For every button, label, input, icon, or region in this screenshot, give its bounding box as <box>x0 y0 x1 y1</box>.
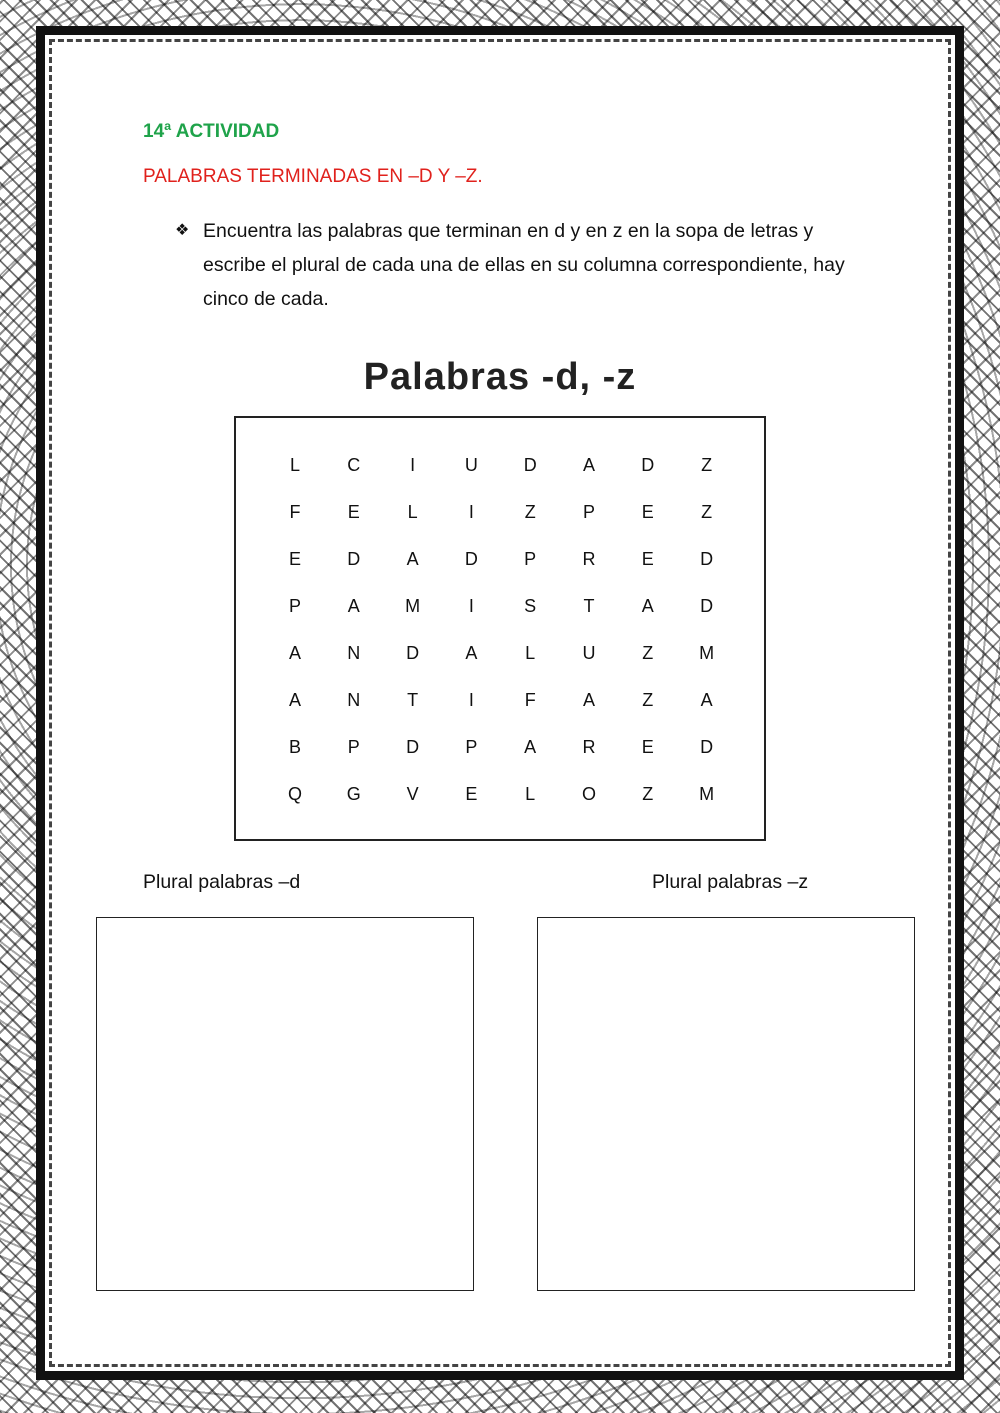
diamond-bullet-icon: ❖ <box>175 222 190 239</box>
grid-letter-r8-c4[interactable]: E <box>465 784 478 804</box>
plural-d-label: Plural palabras –d <box>143 871 301 893</box>
grid-letter-r4-c6[interactable]: T <box>583 596 595 616</box>
grid-letter-r4-c8[interactable]: D <box>700 596 714 616</box>
grid-letter-r5-c3[interactable]: D <box>406 643 420 663</box>
plural-z-answer-box[interactable] <box>537 917 915 1291</box>
grid-letter-r8-c5[interactable]: L <box>525 784 536 804</box>
grid-letter-r5-c8[interactable]: M <box>699 643 715 663</box>
grid-letter-r2-c1[interactable]: F <box>289 502 301 522</box>
activity-subtitle: PALABRAS TERMINADAS EN –D Y –Z. <box>143 166 483 187</box>
grid-letter-r4-c4[interactable]: I <box>468 596 474 616</box>
grid-letter-r3-c4[interactable]: D <box>464 549 478 569</box>
grid-letter-r5-c6[interactable]: U <box>582 643 596 663</box>
grid-letter-r3-c5[interactable]: P <box>524 549 537 569</box>
grid-letter-r1-c3[interactable]: I <box>410 455 416 475</box>
instruction-text: Encuentra las palabras que terminan en d y en z en la sopa de letras y escribe el plural de cada una de ellas en su columna correspondiente, hay cinco de cada. <box>203 220 845 310</box>
grid-letter-r1-c2[interactable]: C <box>347 455 361 475</box>
grid-letter-r5-c4[interactable]: A <box>465 643 478 663</box>
grid-letter-r5-c2[interactable]: N <box>347 643 361 663</box>
grid-letter-r6-c5[interactable]: F <box>524 690 536 710</box>
grid-letter-r4-c2[interactable]: A <box>347 596 360 616</box>
grid-letter-r1-c4[interactable]: U <box>464 455 478 475</box>
grid-letter-r6-c8[interactable]: A <box>700 690 713 710</box>
grid-letter-r1-c6[interactable]: A <box>582 455 595 475</box>
grid-letter-r2-c2[interactable]: E <box>347 502 360 522</box>
grid-letter-r5-c5[interactable]: L <box>525 643 536 663</box>
word-search-grid <box>234 416 766 841</box>
grid-letter-r3-c7[interactable]: E <box>641 549 654 569</box>
grid-letter-r2-c4[interactable]: I <box>468 502 474 522</box>
grid-letter-r8-c8[interactable]: M <box>699 784 715 804</box>
grid-letter-r8-c7[interactable]: Z <box>642 784 654 804</box>
grid-letter-r7-c5[interactable]: A <box>524 737 537 757</box>
plural-d-answer-box[interactable] <box>96 917 474 1291</box>
grid-letter-r6-c1[interactable]: A <box>288 690 301 710</box>
grid-letter-r5-c7[interactable]: Z <box>642 643 654 663</box>
grid-letter-r4-c3[interactable]: M <box>405 596 421 616</box>
grid-letter-r3-c3[interactable]: A <box>406 549 419 569</box>
grid-letter-r6-c6[interactable]: A <box>582 690 595 710</box>
grid-letter-r3-c1[interactable]: E <box>288 549 301 569</box>
grid-letter-r7-c1[interactable]: B <box>288 737 301 757</box>
grid-letter-r8-c1[interactable]: Q <box>287 784 302 804</box>
grid-letter-r7-c4[interactable]: P <box>465 737 478 757</box>
grid-letter-r3-c8[interactable]: D <box>700 549 714 569</box>
grid-letter-r4-c7[interactable]: A <box>641 596 654 616</box>
grid-letter-r2-c7[interactable]: E <box>641 502 654 522</box>
instruction <box>175 214 875 316</box>
grid-letter-r1-c1[interactable]: L <box>289 455 300 475</box>
grid-letter-r1-c5[interactable]: D <box>523 455 537 475</box>
grid-letter-r6-c3[interactable]: T <box>407 690 419 710</box>
grid-letter-r2-c8[interactable]: Z <box>701 502 713 522</box>
grid-letter-r2-c3[interactable]: L <box>407 502 418 522</box>
grid-letter-r7-c3[interactable]: D <box>406 737 420 757</box>
grid-letter-r2-c5[interactable]: Z <box>524 502 536 522</box>
grid-letter-r4-c5[interactable]: S <box>524 596 537 616</box>
grid-letter-r3-c2[interactable]: D <box>347 549 361 569</box>
grid-letter-r7-c6[interactable]: R <box>582 737 596 757</box>
grid-letter-r1-c7[interactable]: D <box>641 455 655 475</box>
grid-letter-r8-c3[interactable]: V <box>406 784 419 804</box>
activity-title: 14ª ACTIVIDAD <box>143 121 280 142</box>
grid-letter-r1-c8[interactable]: Z <box>701 455 713 475</box>
grid-letter-r4-c1[interactable]: P <box>288 596 301 616</box>
grid-letter-r3-c6[interactable]: R <box>582 549 596 569</box>
grid-letter-r8-c6[interactable]: O <box>581 784 596 804</box>
grid-letter-r7-c7[interactable]: E <box>641 737 654 757</box>
grid-letter-r6-c4[interactable]: I <box>468 690 474 710</box>
plural-z-label: Plural palabras –z <box>652 871 809 893</box>
grid-letter-r2-c6[interactable]: P <box>582 502 595 522</box>
word-search-title: Palabras -d, -z <box>363 356 637 398</box>
grid-letter-r7-c2[interactable]: P <box>347 737 360 757</box>
grid-letter-r5-c1[interactable]: A <box>288 643 301 663</box>
grid-letter-r7-c8[interactable]: D <box>700 737 714 757</box>
grid-letter-r8-c2[interactable]: G <box>346 784 361 804</box>
grid-letter-r6-c2[interactable]: N <box>347 690 361 710</box>
grid-letter-r6-c7[interactable]: Z <box>642 690 654 710</box>
